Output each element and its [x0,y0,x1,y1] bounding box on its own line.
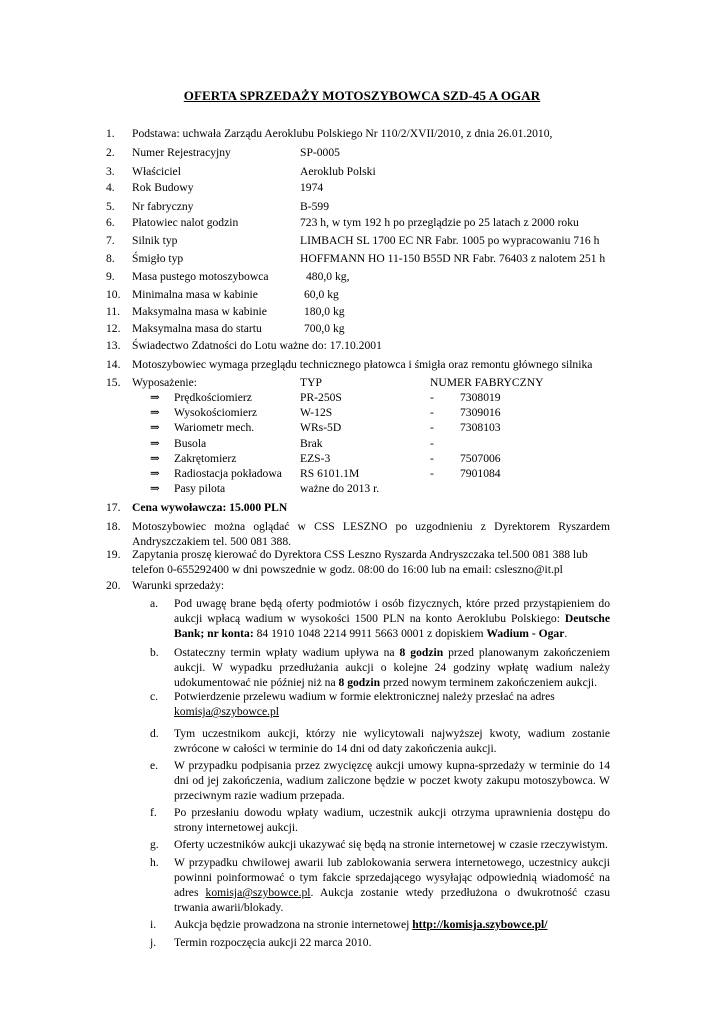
condition-i [174,917,610,932]
item-number: 8. [106,252,115,265]
equipment-type: ważne do 2013 r. [300,482,380,495]
item-value: 180,0 kg [304,305,345,318]
condition-h [174,855,610,915]
condition-letter: e. [150,759,159,772]
item-value: HOFFMANN HO 11-150 B55D NR Fabr. 76403 z nalotem 251 h [300,252,606,265]
item-label: Właściciel [132,165,181,178]
conditions-heading: Warunki sprzedaży: [132,579,225,592]
item-number: 10. [106,288,121,301]
equipment-type: W-12S [300,406,333,419]
starting-price: Cena wywoławcza: 15.000 PLN [132,501,288,514]
item-value: 700,0 kg [304,322,345,335]
wadium-reference: Wadium - Ogar [486,627,565,640]
condition-a [174,596,610,641]
item-label: Nr fabryczny [132,200,194,213]
equipment-type: RS 6101.1M [300,467,360,480]
item-value: SP-0005 [300,146,340,159]
item-19-contact: Zapytania proszę kierować do Dyrektora CSS Leszno Ryszarda Andryszczaka tel.500 081 388 lub telefon 0-655292400 w dni powszednie w godz. 08:00 do 16:00 lub na email: csleszno@it.pl [132,548,588,576]
condition-c-text: Potwierdzenie przelewu wadium w formie elektronicznej należy przesłać na adres [174,690,555,703]
equipment-serial: 7507006 [460,452,501,465]
equipment-serial: 7308019 [460,391,501,404]
equipment-type: Brak [300,437,323,450]
email-link[interactable]: komisja@szybowce.pl [174,705,280,718]
condition-letter: j. [150,936,157,949]
item-number: 9. [106,270,115,283]
arrow-right-icon: ⇒ [150,482,160,495]
equipment-name: Zakrętomierz [174,452,237,465]
condition-letter: g. [150,838,159,851]
condition-letter: i. [150,918,157,931]
condition-a-text-2: 84 1910 1048 2214 9911 5663 0001 z dopiskiem [253,627,487,640]
condition-letter: h. [150,856,159,869]
equipment-col-typ: TYP [300,376,322,389]
equipment-dash: - [430,437,434,450]
email-link[interactable]: komisja@szybowce.pl [205,886,311,899]
arrow-right-icon: ⇒ [150,421,160,434]
condition-b-text-1: Ostateczny termin wpłaty wadium upływa na [174,646,400,659]
condition-f: Po przesłaniu dowodu wpłaty wadium, uczestnik aukcji otrzyma uprawnienia dostępu do strony internetowej aukcji. [174,806,610,834]
condition-letter: b. [150,646,159,659]
item-value: 723 h, w tym 192 h po przeglądzie po 25 latach z 2000 roku [300,216,579,229]
equipment-name: Wariometr mech. [174,421,255,434]
item-value: B-599 [300,200,329,213]
item-number: 14. [106,358,121,371]
item-label: Maksymalna masa w kabinie [132,305,267,318]
bank-name: Deutsche Bank; nr konta: [174,612,610,640]
item-label: Świadectwo Zdatności do Lotu ważne do: 17.10.2001 [132,339,382,352]
condition-j: Termin rozpoczęcia aukcji 22 marca 2010. [174,936,372,949]
equipment-dash: - [430,421,434,434]
equipment-type: PR-250S [300,391,342,404]
item-number: 1. [106,127,115,140]
item-number: 19. [106,548,121,561]
condition-i-text: Aukcja będzie prowadzona na stronie internetowej [174,918,413,931]
item-label: Masa pustego motoszybowca [132,270,269,283]
item-value: 480,0 kg, [306,270,350,283]
item-number: 20. [106,579,121,592]
item-number: 5. [106,200,115,213]
item-number: 18. [106,520,121,533]
condition-letter: f. [150,806,157,819]
condition-b [174,645,610,690]
item-number: 12. [106,322,121,335]
equipment-serial: 7309016 [460,406,501,419]
item-label: Rok Budowy [132,181,194,194]
condition-letter: c. [150,690,159,703]
item-label: Płatowiec nalot godzin [132,216,239,229]
item-number: 11. [106,305,121,318]
item-label: Motoszybowiec wymaga przeglądu technicznego płatowca i śmigła oraz remontu głównego silnika [132,358,593,371]
equipment-name: Wysokościomierz [174,406,258,419]
item-label: Podstawa: uchwała Zarządu Aeroklubu Polskiego Nr 110/2/XVII/2010, z dnia 26.01.2010, [132,127,553,140]
condition-letter: d. [150,727,159,740]
equipment-type: WRs-5D [300,421,342,434]
condition-e: W przypadku podpisania przez zwycięzcę aukcji umowy kupna-sprzedaży w terminie do 14 dni od jej zakończenia, wadium zaliczone będzie w poczet kwoty zakupu motoszybowca. W przeciwnym razie wadium przepada. [174,759,610,802]
arrow-right-icon: ⇒ [150,437,160,450]
condition-h-text-1: W przypadku chwilowej awarii lub zablokowania serwera internetowego, uczestnicy aukcji powinni poinformować o tym fakcie sprzedającego wysyłając odpowiednią wiadomość na adres [174,856,610,899]
item-label: Minimalna masa w kabinie [132,288,258,301]
arrow-right-icon: ⇒ [150,452,160,465]
item-label: Silnik typ [132,234,178,247]
condition-a-text-1: Pod uwagę brane będą oferty podmiotów i osób fizycznych, które przed przystąpieniem do aukcji wpłacą wadium w wysokości 1500 PLN na konto Aeroklubu Polskiego: [174,597,610,625]
equipment-name: Radiostacja pokładowa [174,467,282,480]
item-value: LIMBACH SL 1700 EC NR Fabr. 1005 po wypracowaniu 716 h [300,234,600,247]
condition-b-text-3: przed nowym terminem zakończeniem aukcji. [380,676,598,689]
document-title: OFERTA SPRZEDAŻY MOTOSZYBOWCA SZD-45 A OGAR [183,88,541,103]
item-number: 4. [106,181,115,194]
item-label: Maksymalna masa do startu [132,322,262,335]
item-number: 3. [106,165,115,178]
equipment-serial: 7901084 [460,467,501,480]
item-value: Aeroklub Polski [300,165,376,178]
equipment-label: Wyposażenie: [132,376,197,389]
equipment-type: EZS-3 [300,452,331,465]
arrow-right-icon: ⇒ [150,467,160,480]
condition-d: Tym uczestnikom aukcji, którzy nie wylicytowali najwyższej kwoty, wadium zostanie zwrócone w całości w terminie do 14 dni od daty zakończenia aukcji. [174,727,610,755]
condition-c [174,689,610,719]
item-number: 2. [106,146,115,159]
item-value: 1974 [300,181,324,194]
item-18-viewing: Motoszybowiec można oglądać w CSS LESZNO po uzgodnieniu z Dyrektorem Ryszardem Andryszczakiem tel. 500 081 388. [132,520,610,548]
condition-letter: a. [150,597,159,610]
item-number: 15. [106,376,121,389]
equipment-name: Prędkościomierz [174,391,252,404]
condition-g: Oferty uczestników aukcji ukazywać się będą na stronie internetowej w czasie rzeczywistym. [174,838,608,851]
equipment-col-nr: NUMER FABRYCZNY [430,376,544,389]
deadline-hours: 8 godzin [338,676,381,689]
condition-b-text-2: przed planowanym zakończeniem aukcji. W wypadku przedłużania aukcji o kolejne 24 godziny wpłatę wadium należy udokumentować nie później niż na [174,646,610,689]
equipment-dash: - [430,406,434,419]
equipment-dash: - [430,467,434,480]
item-number: 17. [106,501,121,514]
auction-website-link[interactable]: http://komisja.szybowce.pl/ [412,918,548,931]
equipment-serial: 7308103 [460,421,501,434]
item-number: 7. [106,234,115,247]
item-value: 60,0 kg [304,288,339,301]
equipment-name: Busola [174,437,207,450]
deadline-hours: 8 godzin [399,646,444,659]
condition-h-text-2: . Aukcja zostanie wtedy przedłużona o dwukrotność czasu trwania awarii/blokady. [174,886,610,914]
equipment-dash: - [430,452,434,465]
condition-a-text-3: . [564,627,568,640]
item-number: 6. [106,216,115,229]
arrow-right-icon: ⇒ [150,406,160,419]
item-label: Śmigło typ [132,252,184,265]
equipment-dash: - [430,391,434,404]
equipment-name: Pasy pilota [174,482,226,495]
arrow-right-icon: ⇒ [150,391,160,404]
item-label: Numer Rejestracyjny [132,146,231,159]
item-number: 13. [106,339,121,352]
